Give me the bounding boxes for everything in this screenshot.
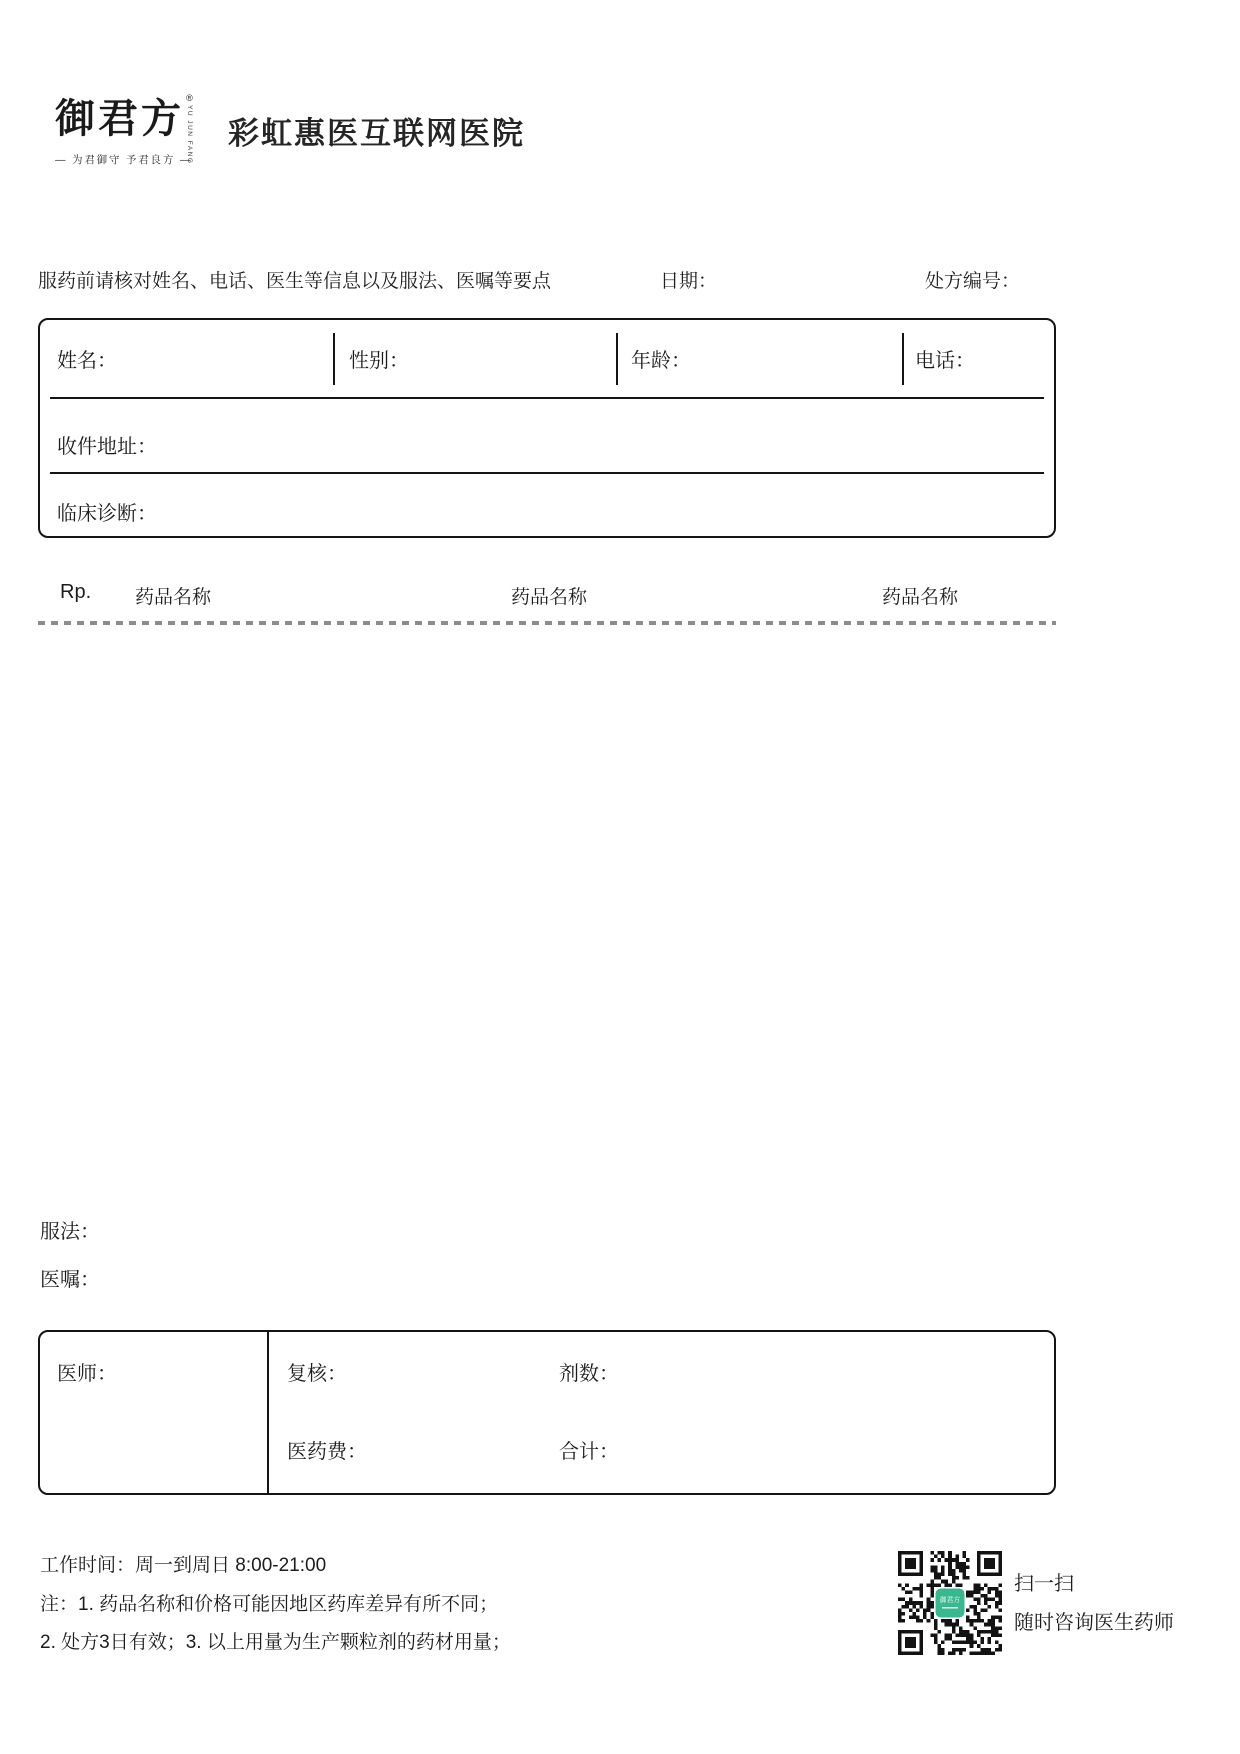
- shipping-address-label: 收件地址：: [57, 436, 157, 458]
- drug-name-column-header: 药品名称: [882, 587, 959, 608]
- patient-name-label: 姓名：: [57, 350, 117, 372]
- patient-info-box: [38, 318, 1056, 538]
- date-label: 日期：: [660, 271, 718, 292]
- work-time-text: 工作时间：周一到周日 8:00-21:00: [40, 1555, 327, 1576]
- drug-name-column-header: 药品名称: [135, 587, 212, 608]
- scan-label: 扫一扫: [1014, 1573, 1074, 1595]
- signoff-box: [38, 1330, 1056, 1495]
- footer-note-line2: 2. 处方3日有效；3. 以上用量为生产颗粒剂的药材用量；: [40, 1632, 511, 1653]
- prescription-header-row: [38, 581, 1056, 607]
- patient-age-label: 年龄：: [631, 350, 691, 372]
- doctor-label: 医师：: [57, 1363, 117, 1385]
- patient-gender-label: 性别：: [349, 350, 409, 372]
- verify-notice-text: 服药前请核对姓名、电话、医生等信息以及服法、医嘱等要点: [38, 271, 552, 292]
- qr-code: [898, 1551, 1002, 1655]
- doctor-advice-label: 医嘱：: [40, 1269, 100, 1291]
- row-divider: [50, 397, 1044, 399]
- hospital-name: 彩虹惠医互联网医院: [228, 116, 525, 151]
- patient-phone-label: 电话：: [915, 350, 975, 372]
- qr-center-text: 御君方: [939, 1596, 961, 1604]
- row-divider: [50, 472, 1044, 474]
- column-divider: [902, 333, 904, 385]
- column-divider: [267, 1332, 269, 1493]
- review-label: 复核：: [287, 1363, 347, 1385]
- brand-tagline: — 为君御守 予君良方 —: [55, 154, 193, 166]
- footer-note-line1: 注：1. 药品名称和价格可能因地区药库差异有所不同；: [40, 1594, 499, 1615]
- column-divider: [333, 333, 335, 385]
- brand-logo-marks: [186, 93, 193, 165]
- scan-sub-label: 随时咨询医生药师: [1014, 1612, 1174, 1634]
- drug-name-column-header: 药品名称: [511, 587, 588, 608]
- qr-center-underline: [942, 1607, 958, 1609]
- brand-pinyin-vertical: YU JUN FANG: [186, 105, 193, 165]
- brand-logo-text: 御君方: [55, 95, 184, 142]
- brand-logo: [55, 93, 193, 167]
- rp-label: Rp.: [60, 581, 92, 603]
- column-divider: [616, 333, 618, 385]
- medicine-fee-label: 医药费：: [287, 1441, 367, 1463]
- usage-method-label: 服法：: [40, 1221, 100, 1243]
- prescription-number-label: 处方编号：: [925, 271, 1021, 292]
- clinical-diagnosis-label: 临床诊断：: [57, 503, 157, 525]
- dose-count-label: 剂数：: [559, 1363, 619, 1385]
- total-label: 合计：: [559, 1441, 619, 1463]
- dashed-separator: [38, 621, 1056, 625]
- registered-trademark-icon: ®: [186, 93, 193, 103]
